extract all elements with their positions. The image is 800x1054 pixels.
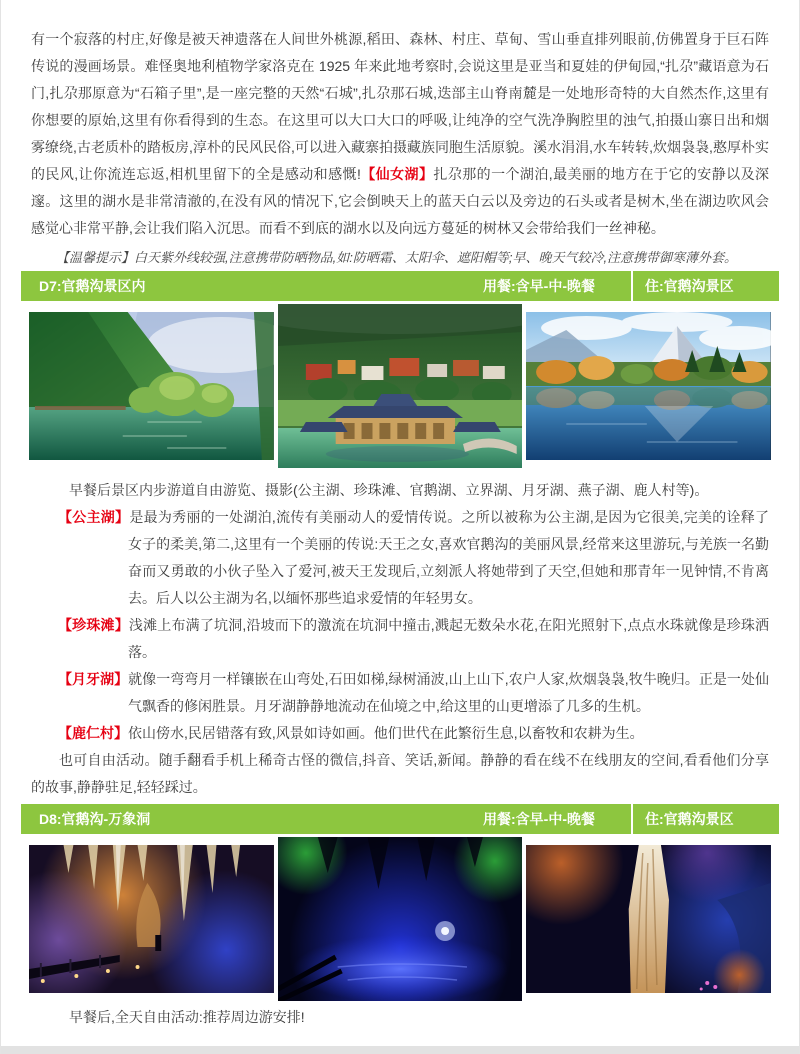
spot-text: 就像一弯弯月一样镶嵌在山弯处,石田如梯,绿树涌波,山上山下,农户人家,炊烟袅袅,牧牛晚归。正是一处仙气飘香的修闲胜景。月牙湖静静地流动在仙境之中,给这里的山更增添了几多的生机。: [128, 671, 769, 714]
day8-title: D8:官鹅沟-万象洞: [39, 811, 151, 827]
photo-autumn-mirror-lake: [526, 312, 771, 460]
day8-meals-info: 用餐:含早-中-晚餐: [483, 811, 595, 827]
day8-photo-row: [29, 837, 771, 1001]
spot-label: 【珍珠滩】: [58, 617, 129, 633]
day7-title: D7:官鹅沟景区内: [39, 278, 146, 294]
spot-crescent-lake: [58, 666, 769, 720]
header-divider: [631, 271, 633, 301]
day7-photo-row: [29, 304, 771, 468]
intro-paragraph: [1, 0, 799, 242]
day7-intro-line: 早餐后景区内步游道自由游览、摄影(公主湖、珍珠滩、官鹅湖、立界湖、月牙湖、燕子湖、鹿人村等)。: [69, 482, 709, 498]
spot-label: 【公主湖】: [58, 509, 130, 525]
spot-label: 【月牙湖】: [58, 671, 129, 687]
spot-text: 浅滩上布满了坑洞,沿坡而下的激流在坑洞中撞击,溅起无数朵水花,在阳光照射下,点点水珠就像是珍珠洒落。: [128, 617, 770, 660]
day8-header-bar: [21, 804, 779, 834]
photo-cave-blue-water: [278, 837, 523, 1001]
day7-header-bar: [21, 271, 779, 301]
spot-princess-lake: [58, 504, 769, 612]
intro-text-after: 扎尕那的一个湖泊,最美丽的地方在于它的安静以及深邃。这里的湖水是非常清澈的,在没有风的情况下,它会倒映天上的蓝天白云以及旁边的石头或者是树木,坐在湖边吹风会感觉心非常平静,会让我们陷入沉思。而看不到底的湖水以及向远方蔓延的树林又会带给我们一丝神秘。: [31, 166, 770, 236]
day7-meals-info: 用餐:含早-中-晚餐: [483, 278, 595, 294]
intro-text-before: 有一个寂落的村庄,好像是被天神遗落在人间世外桃源,稻田、森林、村庄、草甸、雪山垂直排列眼前,仿佛置身于巨石阵传说的漫画场景。难怪奥地利植物学家洛克在 1925 年来此地考察时,会说这里是亚当和夏娃的伊甸园,“扎尕”藏语意为石门,扎尕那原意为“石箱子里”,是一座完整的天然“石城”,扎尕那石城,迭部主山脊南麓是一处地形奇特的大自然杰作,这里有你想要的原始,这里有你看得到的生态。在这里可以大口大口的呼吸,让纯净的空气洗净胸腔里的浊气,拍摄山寨日出和烟雾缭绕,古老质朴的踏板房,淳朴的民风民俗,可以进入藏寨拍摄藏族同胞生活原貌。溪水涓涓,水车转转,炊烟袅袅,憨厚朴实的民风,让你流连忘返,相机里留下的全是感动和感慨!: [31, 31, 769, 182]
warm-tip: 【温馨提示】白天紫外线较强,注意携带防晒物品,如:防晒霜、太阳伞、遮阳帽等;早、晚天气较冷,注意携带御寒薄外套。: [56, 250, 738, 265]
photo-village-pavilion: [278, 304, 523, 468]
spot-label: 【鹿仁村】: [58, 725, 128, 741]
day8-stay-info: 住:官鹅沟景区: [645, 811, 734, 827]
day7-description: [1, 468, 799, 801]
day8-intro-line: 早餐后,全天自由活动:推荐周边游安排!: [69, 1009, 305, 1025]
fairy-lake-highlight: 【仙女湖】: [360, 166, 434, 182]
header-divider: [631, 804, 633, 834]
spot-text: 是最为秀丽的一处湖泊,流传有美丽动人的爱情传说。之所以被称为公主湖,是因为它很美,完美的诠释了女子的柔美,第二,这里有一个美丽的传说:天王之女,喜欢官鹅沟的美丽风景,经常来这里游玩,与羌族一名勤奋而又勇敢的小伙子坠入了爱河,被天王发现后,立刻派人将她带到了天空,但她和那青年一见钟情,不肯离去。后人以公主湖为名,以缅怀那些追求爱情的年轻男女。: [128, 509, 770, 606]
spot-text: 依山傍水,民居错落有致,风景如诗如画。他们世代在此繁衍生息,以畜牧和农耕为生。: [128, 725, 644, 741]
photo-cave-stalactites-walkway: [29, 845, 274, 993]
day7-free-activity: 也可自由活动。随手翻看手机上稀奇古怪的微信,抖音、笑话,新闻。静静的看在线不在线朋友的空间,看看他们分享的故事,静静驻足,轻轻踩过。: [31, 752, 769, 795]
photo-green-valley-lake: [29, 312, 274, 460]
photo-cave-lit-column: [526, 845, 771, 993]
day7-stay-info: 住:官鹅沟景区: [645, 278, 734, 294]
footer-strip: [1, 1046, 799, 1054]
spot-pearl-shoal: [58, 612, 769, 666]
spot-luren-village: [58, 720, 769, 747]
